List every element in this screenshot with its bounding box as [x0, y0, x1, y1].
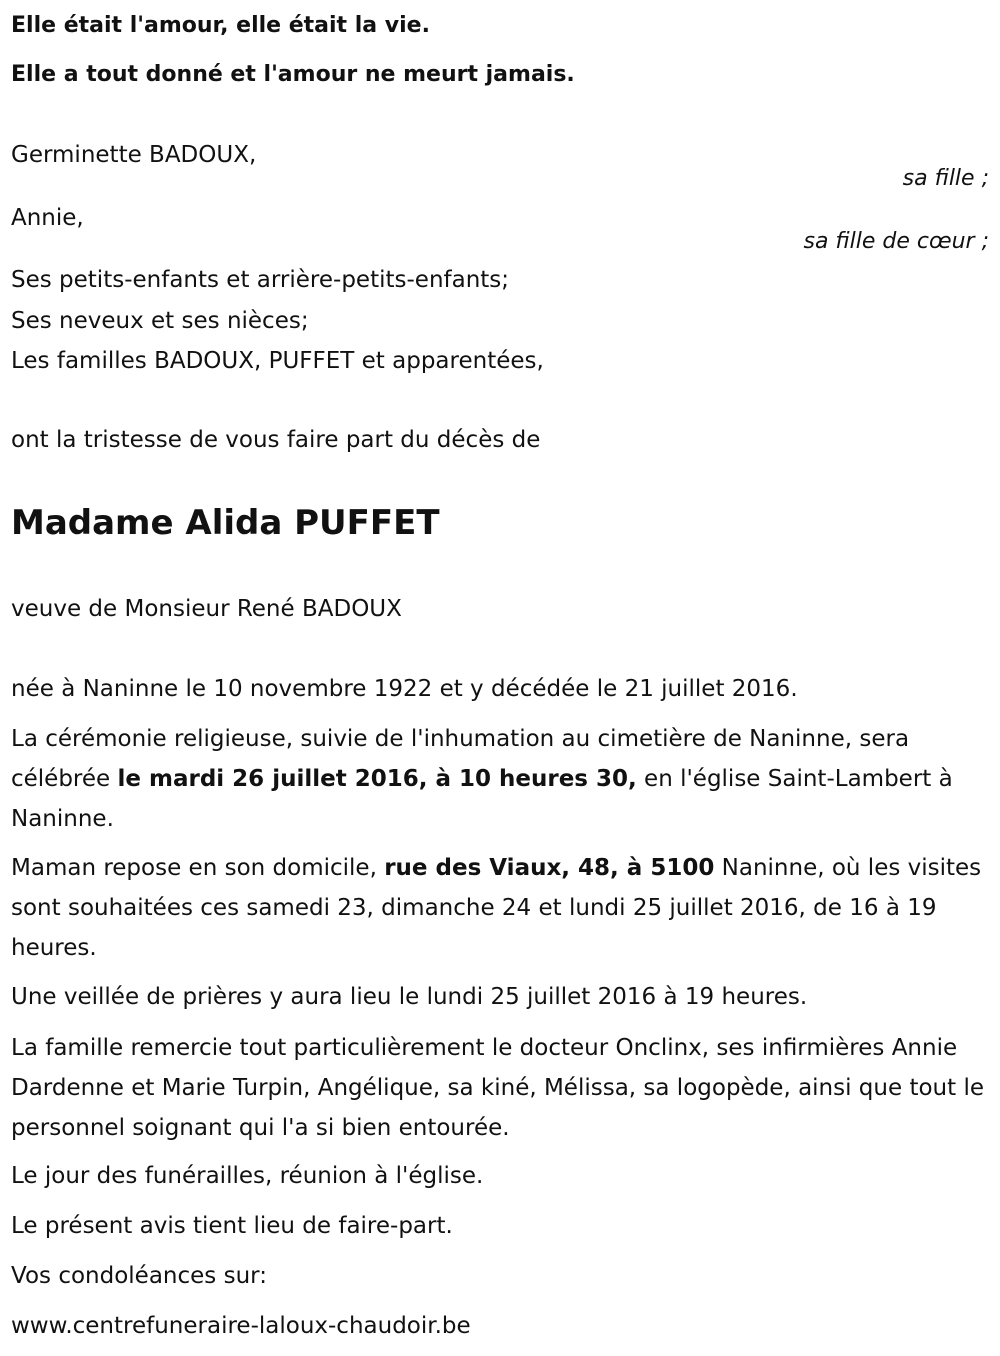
- family-grandchildren: Ses petits-enfants et arrière-petits-enfants;: [11, 267, 510, 293]
- website-link[interactable]: www.centrefuneraire-laloux-chaudoir.be: [11, 1313, 471, 1339]
- funeral-meeting: Le jour des funérailles, réunion à l'église.: [11, 1163, 484, 1189]
- epigraph-line-2: Elle a tout donné et l'amour ne meurt jamais.: [11, 62, 575, 87]
- vigil-text: Une veillée de prières y aura lieu le lundi 25 juillet 2016 à 19 heures.: [11, 984, 808, 1010]
- thanks-paragraph: La famille remercie tout particulièrement le docteur Onclinx, ses infirmières Annie Dardenne et Marie Turpin, Angélique, sa kiné, Mélissa, sa logopède, ainsi que tout le personnel soignant qui l'a si bien entourée.: [11, 1035, 984, 1141]
- birth-death: née à Naninne le 10 novembre 1922 et y décédée le 21 juillet 2016.: [11, 676, 798, 702]
- family-member-1-name: Germinette BADOUX,: [11, 142, 257, 168]
- widow-of: veuve de Monsieur René BADOUX: [11, 596, 402, 622]
- family-member-2-relation: sa fille de cœur ;: [803, 229, 989, 254]
- ceremony-after: en l'église Saint-Lambert à Naninne.: [11, 766, 953, 832]
- condolences-label: Vos condoléances sur:: [11, 1263, 267, 1289]
- ceremony-date: le mardi 26 juillet 2016, à 10 heures 30,: [117, 766, 637, 792]
- visitation-after: Naninne, où les visites sont souhaitées ces samedi 23, dimanche 24 et lundi 25 juillet 2016, de 16 à 19 heures.: [11, 855, 982, 961]
- visitation-paragraph: [11, 848, 996, 968]
- family-member-1-relation: sa fille ;: [902, 166, 989, 191]
- visitation-before: Maman repose en son domicile,: [11, 855, 385, 881]
- epigraph-line-1: Elle était l'amour, elle était la vie.: [11, 13, 430, 38]
- family-related: Les familles BADOUX, PUFFET et apparentées,: [11, 348, 544, 374]
- ceremony-paragraph: [11, 719, 996, 839]
- announcement-text: ont la tristesse de vous faire part du décès de: [11, 427, 541, 453]
- family-member-2-name: Annie,: [11, 205, 84, 231]
- visitation-address: rue des Viaux, 48, à 5100: [384, 855, 715, 881]
- notice-text: Le présent avis tient lieu de faire-part.: [11, 1213, 453, 1239]
- ceremony-before: La cérémonie religieuse, suivie de l'inhumation au cimetière de Naninne, sera célébrée: [11, 726, 910, 792]
- deceased-name: Madame Alida PUFFET: [11, 503, 440, 543]
- family-nephews: Ses neveux et ses nièces;: [11, 308, 309, 334]
